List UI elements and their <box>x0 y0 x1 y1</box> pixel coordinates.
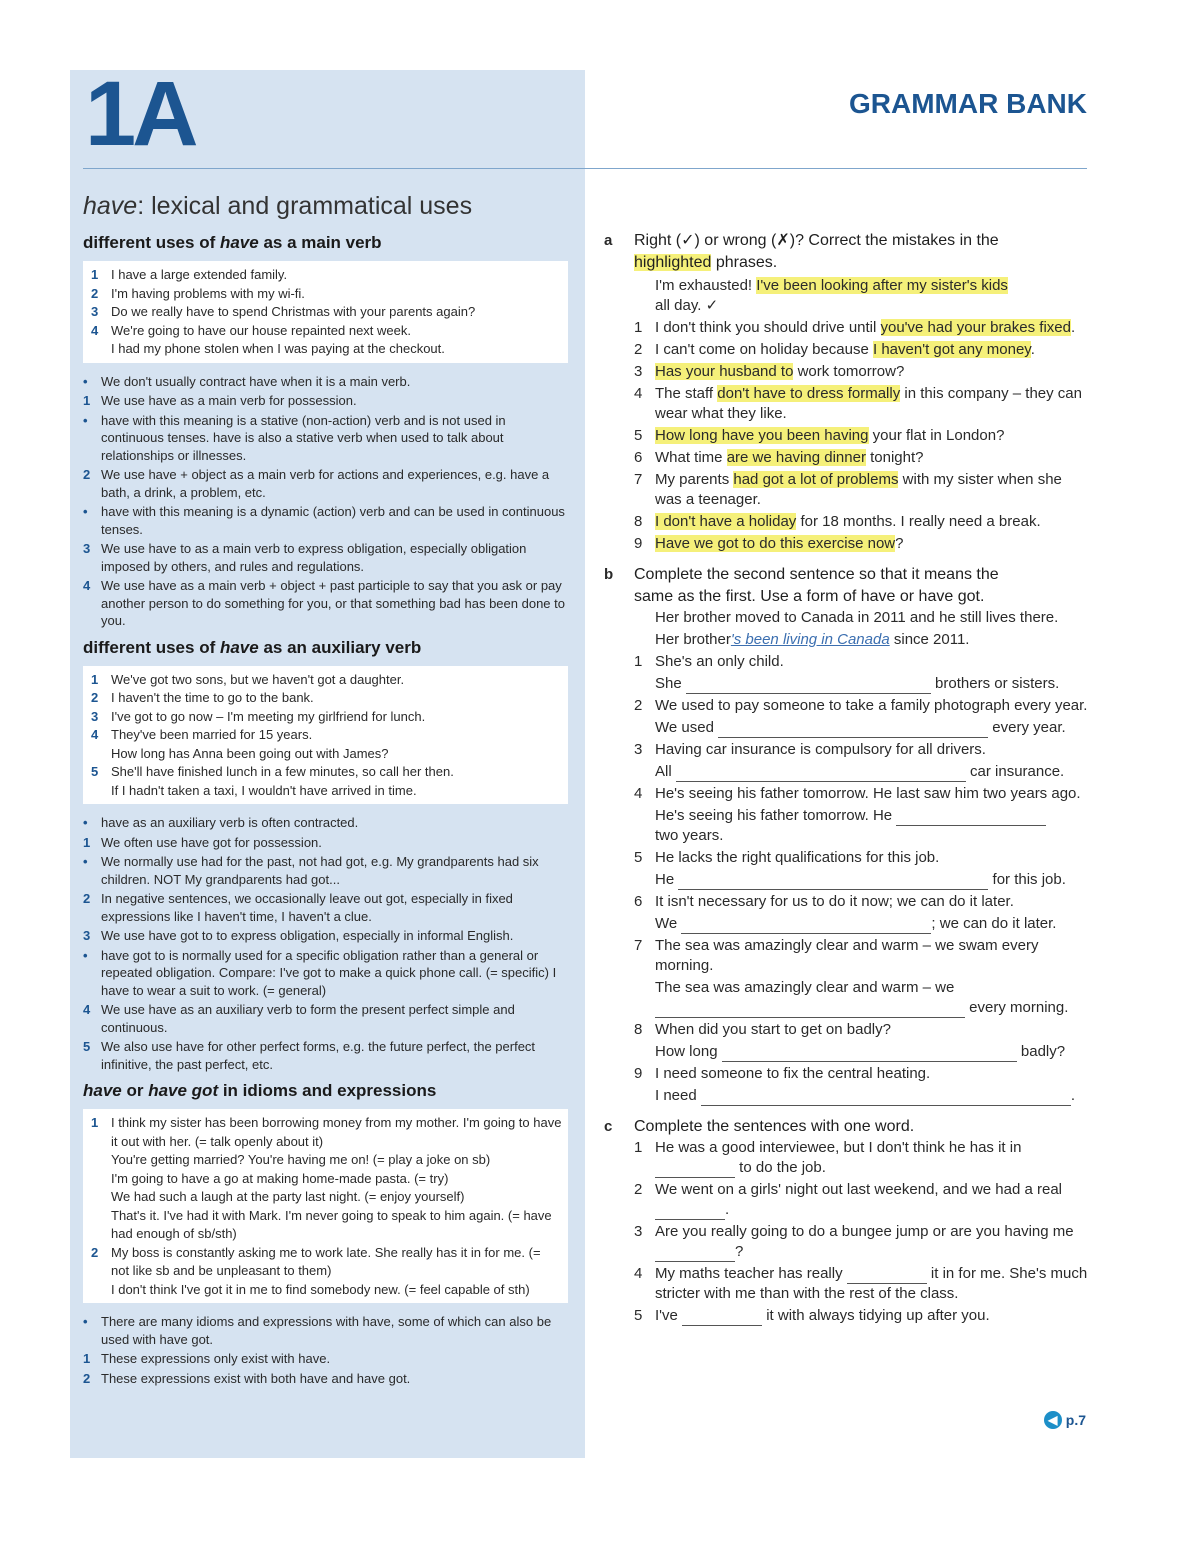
note-item: • have with this meaning is a stative (non-action) verb and is not used in continuous tenses. have is also a stative verb when used to talk about relationships or illnesses. <box>83 412 506 463</box>
example-line: We had such a laugh at the party last night. (= enjoy yourself) <box>111 1189 465 1204</box>
example-line: If I hadn't taken a taxi, I wouldn't have arrived in time. <box>111 782 417 798</box>
note-item: 1 We often use have got for possession. <box>83 834 322 850</box>
section-title-idioms: have or have got in idioms and expressions <box>83 1081 437 1100</box>
example-line: That's it. I've had it with Mark. I'm never going to speak to him again. (= have had enough of sb/sth) <box>111 1207 552 1241</box>
example-line: 2 I haven't the time to go to the bank. <box>91 690 314 705</box>
answer-blank[interactable] <box>682 1311 762 1326</box>
exercise-b-item: 2 We used to pay someone to take a family photograph every year. <box>634 697 1088 714</box>
exercise-b-item: 5 He lacks the right qualifications for this job. <box>634 849 940 866</box>
exercise-b-item: 1 She's an only child. <box>634 653 784 670</box>
examples-box-main-verb <box>83 261 568 363</box>
exercise-c-item: 2 We went on a girls' night out last weekend, and we had a real . <box>634 1181 1062 1218</box>
example-line: 4 We're going to have our house repainted next week. <box>91 322 411 338</box>
exercise-b-item: 9 I need someone to fix the central heating. <box>634 1065 931 1082</box>
exercise-b-answer-line[interactable]: We ; we can do it later. <box>655 915 1057 932</box>
example-line: 3 I've got to go now – I'm meeting my girlfriend for lunch. <box>91 708 426 724</box>
section-brand-title: GRAMMAR BANK <box>849 88 1087 119</box>
exercise-b-item: 4 He's seeing his father tomorrow. He last saw him two years ago. <box>634 785 1081 802</box>
exercise-c-item: 1 He was a good interviewee, but I don't think he has it in to do the job. <box>634 1139 1022 1176</box>
exercise-b-item: 8 When did you start to get on badly? <box>634 1021 891 1038</box>
note-item: 3 We use have got to to express obligation, especially in informal English. <box>83 928 514 943</box>
note-item: 2 In negative sentences, we occasionally leave out got, especially in fixed expressions like I haven't time, I haven't a clue. <box>83 891 513 924</box>
example-line: 5 She'll have finished lunch in a few minutes, so call her then. <box>91 764 454 779</box>
examples-box-auxiliary <box>83 666 568 805</box>
note-item: • have got to is normally used for a specific obligation rather than a general or repeated obligation. Compare: I've got to make a quick phone call. (= specific) I have to wear a suit to work. (= general) <box>83 947 557 998</box>
note-item: • There are many idioms and expressions with have, some of which can also be used with have got. <box>83 1314 552 1347</box>
notes-idioms <box>83 1313 568 1387</box>
exercise-a-example: I'm exhausted! I've been looking after my sister's kids all day. ✓ <box>655 277 1008 314</box>
exercise-b-item: 6 It isn't necessary for us to do it now; we can do it later. <box>634 893 1014 910</box>
exercise-b-answer-line[interactable]: I need . <box>655 1087 1076 1104</box>
exercise-a-item: 7 My parents had got a lot of problems with my sister when she was a teenager. <box>634 471 1062 508</box>
note-item: • We normally use had for the past, not had got, e.g. My grandparents had six children. NOT My grandparents had got... <box>83 854 539 887</box>
example-line: You're getting married? You're having me on! (= play a joke on sb) <box>111 1152 491 1167</box>
answer-blank[interactable] <box>655 1247 735 1262</box>
exercise-b-example-answer: Her brother's been living in Canada since 2011. <box>655 631 970 648</box>
exercise-b-answer-line[interactable]: We used every year. <box>655 719 1066 736</box>
notes-main-verb <box>83 373 568 630</box>
grammar-explanations <box>83 192 568 1395</box>
answer-blank[interactable] <box>847 1269 927 1284</box>
exercise-a-item: 4 The staff don't have to dress formally in this company – they can wear what they like. <box>634 385 1082 422</box>
note-item: 2 We use have + object as a main verb for actions and experiences, e.g. have a bath, a drink, a problem, etc. <box>83 467 550 500</box>
note-item: 1 These expressions only exist with have. <box>83 1351 331 1366</box>
exercise-a-item: 1 I don't think you should drive until you've had your brakes fixed. <box>634 319 1076 336</box>
note-item: 4 We use have as an auxiliary verb to form the present perfect simple and continuous. <box>83 1002 515 1035</box>
exercise-a-item: 9 Have we got to do this exercise now? <box>634 535 904 552</box>
note-item: 5 We also use have for other perfect forms, e.g. the future perfect, the perfect infinitive, the past perfect, etc. <box>83 1039 536 1072</box>
example-line: I had my phone stolen when I was paying at the checkout. <box>111 341 445 356</box>
example-line: I don't think I've got it in me to find somebody new. (= feel capable of sth) <box>111 1281 530 1297</box>
exercise-a-header: a Right (✓) or wrong (✗)? Correct the mistakes in the highlighted phrases. <box>604 232 999 271</box>
exercise-a-item: 5 How long have you been having your flat in London? <box>634 427 1005 444</box>
exercise-a-item: 6 What time are we having dinner tonight? <box>634 449 924 466</box>
example-line: I'm going to have a go at making home-made pasta. (= try) <box>111 1170 449 1186</box>
header-divider <box>83 168 1087 169</box>
note-item: 1 We use have as a main verb for possession. <box>83 393 357 408</box>
example-line: 2 My boss is constantly asking me to work late. She really has it in for me. (= not like sb and be unpleasant to them) <box>91 1244 541 1278</box>
answer-blank[interactable] <box>655 1205 725 1220</box>
examples-box-idioms <box>83 1109 568 1303</box>
topic-title: have: lexical and grammatical uses <box>83 192 473 220</box>
exercise-b-answer-line[interactable]: He for this job. <box>655 871 1066 888</box>
exercise-a-item: 3 Has your husband to work tomorrow? <box>634 363 905 380</box>
example-line: 4 They've been married for 15 years. <box>91 727 313 742</box>
page-reference-link[interactable] <box>1044 1411 1086 1429</box>
unit-number: 1A <box>85 63 195 165</box>
exercise-c-item: 3 Are you really going to do a bungee jump or are you having me ? <box>634 1223 1074 1260</box>
notes-auxiliary <box>83 814 568 1073</box>
exercise-a-item: 2 I can't come on holiday because I haven't got any money. <box>634 341 1035 358</box>
page-reference-label: p.7 <box>1065 1412 1086 1428</box>
exercise-b-item: 7 The sea was amazingly clear and warm – we swam every morning. <box>634 937 1039 974</box>
exercise-b-item: 3 Having car insurance is compulsory for all drivers. <box>634 741 986 758</box>
section-title-auxiliary-verb: different uses of have as an auxiliary verb <box>83 637 422 657</box>
exercise-b-header: b Complete the second sentence so that it means the same as the first. Use a form of have or have got. <box>604 566 999 605</box>
example-line: 1 I think my sister has been borrowing money from my mother. I'm going to have it out with her. (= talk openly about it) <box>91 1115 562 1149</box>
note-item: 4 We use have as a main verb + object + past participle to say that you ask or pay another person to do something for you, or that something bad has been done to you. <box>83 578 565 628</box>
exercise-c-item: 4 My maths teacher has really it in for me. She's much stricter with me than with the rest of the class. <box>634 1265 1088 1302</box>
example-line: 1 I have a large extended family. <box>91 267 288 282</box>
exercise-c-item: 5 I've it with always tidying up after you. <box>634 1307 990 1324</box>
exercise-b-answer-line[interactable]: He's seeing his father tomorrow. He two years. <box>604 806 1088 846</box>
back-arrow-icon: ◀ <box>1044 1411 1062 1429</box>
example-line: 3 Do we really have to spend Christmas with your parents again? <box>91 304 476 319</box>
note-item: • We don't usually contract have when it is a main verb. <box>83 373 411 389</box>
exercise-b-answer-line[interactable]: All car insurance. <box>655 763 1065 780</box>
exercise-b-answer-line[interactable]: She brothers or sisters. <box>655 675 1060 692</box>
example-line: 1 We've got two sons, but we haven't got a daughter. <box>91 671 405 687</box>
note-item: 2 These expressions exist with both have and have got. <box>83 1370 411 1386</box>
exercise-a-item: 8 I don't have a holiday for 18 months. I really need a break. <box>634 513 1041 530</box>
note-item: • have as an auxiliary verb is often contracted. <box>83 815 359 830</box>
exercise-b-answer-line[interactable]: How long badly? <box>655 1043 1066 1060</box>
example-line: How long has Anna been going out with James? <box>111 745 389 761</box>
exercise-c-header: c Complete the sentences with one word. <box>604 1118 915 1135</box>
note-item: • have with this meaning is a dynamic (action) verb and can be used in continuous tenses. <box>83 504 565 537</box>
example-line: 2 I'm having problems with my wi-fi. <box>91 285 305 301</box>
note-item: 3 We use have to as a main verb to express obligation, especially obligation imposed by others, and rules and regulations. <box>83 541 527 574</box>
exercise-b-example: Her brother moved to Canada in 2011 and he still lives there. <box>655 609 1059 626</box>
section-title-main-verb: different uses of have as a main verb <box>83 233 382 252</box>
answer-blank[interactable] <box>655 1163 735 1178</box>
exercise-b-answer-line[interactable]: The sea was amazingly clear and warm – we every morning. <box>655 979 1069 1016</box>
exercises <box>604 230 1088 1328</box>
